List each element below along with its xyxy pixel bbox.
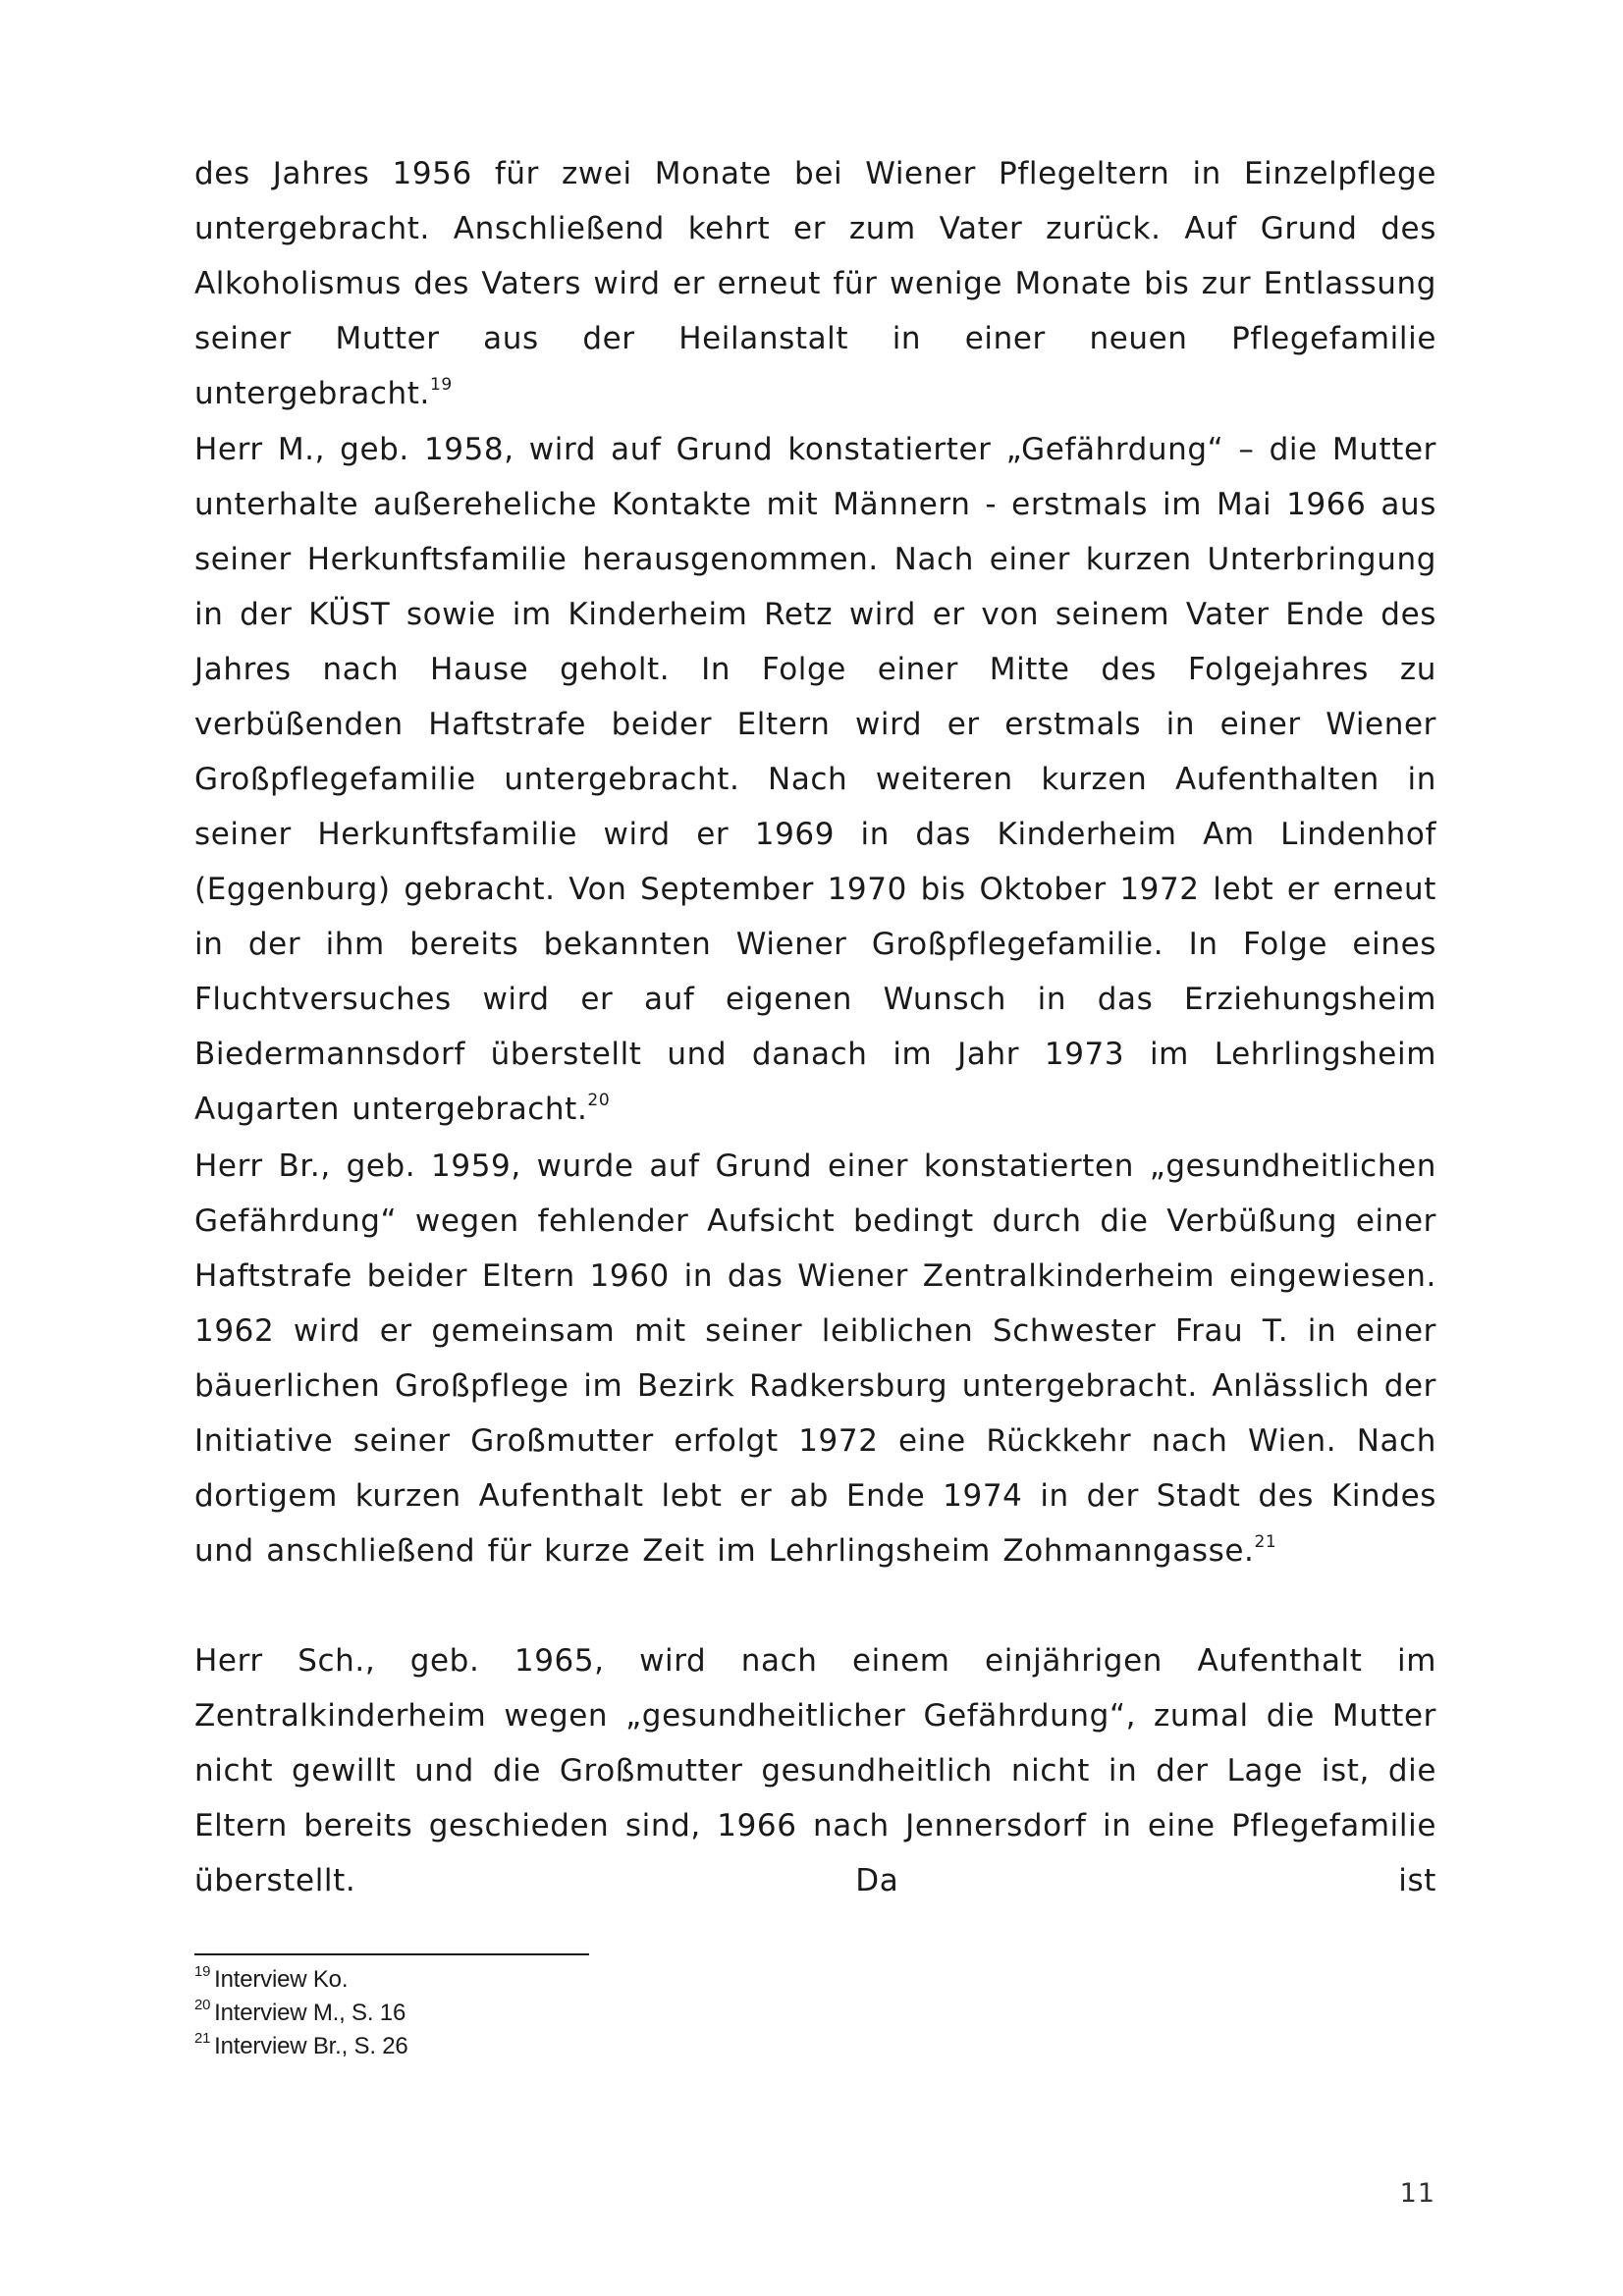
footnote-text: Interview Ko. (214, 1966, 349, 1993)
paragraph-3-text: Herr Br., geb. 1959, wurde auf Grund einer konstatierten „gesundheitlichen Gefährdung“ wegen fehlender Aufsicht bedingt durch die Verbüßung einer Haftstrafe beider Eltern 1960 in das Wiener Zentralkinderheim eingewiesen. 1962 wird er gemeinsam mit seiner leiblichen Schwester Frau T. in einer bäuerlichen Großpflege im Bezirk Radkersburg untergebracht. Anlässlich der Initiative seiner Großmutter erfolgt 1972 eine Rückkehr nach Wien. Nach dortigem kurzen Aufenthalt lebt er ab Ende 1974 in der Stadt des Kindes und anschließend für kurze Zeit im Lehrlingsheim Zohmanngasse. (194, 1148, 1436, 1569)
footnote-separator (194, 1953, 589, 1955)
footnote-19 (194, 1963, 408, 1997)
paragraph-1-text: des Jahres 1956 für zwei Monate bei Wiener Pflegeltern in Einzelpflege untergebracht. Anschließend kehrt er zum Vater zurück. Auf Grund des Alkoholismus des Vaters wird er erneut für wenige Monate bis zur Entlassung seiner Mutter aus der Heilanstalt in einer neuen Pflegefamilie untergebracht. (194, 156, 1436, 411)
footnote-21 (194, 2030, 408, 2063)
footnote-number: 21 (194, 2030, 211, 2047)
page-number: 11 (1399, 2178, 1435, 2209)
paragraph-4 (194, 1633, 1436, 1908)
paragraph-2 (194, 422, 1436, 1137)
paragraph-4-text: Herr Sch., geb. 1965, wird nach einem einjährigen Aufenthalt im Zentralkinderheim wegen „gesundheitlicher Gefährdung“, zumal die Mutter nicht gewillt und die Großmutter gesundheitlich nicht in der Lage ist, die Eltern bereits geschieden sind, 1966 nach Jennersdorf in eine Pflegefamilie überstellt. Da ist (194, 1643, 1436, 1898)
footnote-number: 20 (194, 1997, 211, 2013)
paragraph-3 (194, 1139, 1436, 1578)
footnote-ref-19: 19 (430, 375, 453, 396)
footnote-ref-21: 21 (1254, 1532, 1277, 1553)
footnote-text: Interview M., S. 16 (214, 2000, 406, 2026)
paragraph-1 (194, 146, 1436, 421)
footnote-20 (194, 1997, 408, 2030)
footnotes (194, 1963, 408, 2063)
paragraph-2-text: Herr M., geb. 1958, wird auf Grund konstatierter „Gefährdung“ – die Mutter unterhalte außereheliche Kontakte mit Männern - erstmals im Mai 1966 aus seiner Herkunftsfamilie herausgenommen. Nach einer kurzen Unterbringung in der KÜST sowie im Kinderheim Retz wird er von seinem Vater Ende des Jahres nach Hause geholt. In Folge einer Mitte des Folgejahres zu verbüßenden Haftstrafe beider Eltern wird er erstmals in einer Wiener Großpflegefamilie untergebracht. Nach weiteren kurzen Aufenthalten in seiner Herkunftsfamilie wird er 1969 in das Kinderheim Am Lindenhof (Eggenburg) gebracht. Von September 1970 bis Oktober 1972 lebt er erneut in der ihm bereits bekannten Wiener Großpflegefamilie. In Folge eines Fluchtversuches wird er auf eigenen Wunsch in das Erziehungsheim Biedermannsdorf überstellt und danach im Jahr 1973 im Lehrlingsheim Augarten untergebracht. (194, 432, 1436, 1127)
footnote-text: Interview Br., S. 26 (214, 2033, 408, 2059)
footnote-number: 19 (194, 1963, 211, 1980)
footnote-ref-20: 20 (587, 1091, 611, 1111)
